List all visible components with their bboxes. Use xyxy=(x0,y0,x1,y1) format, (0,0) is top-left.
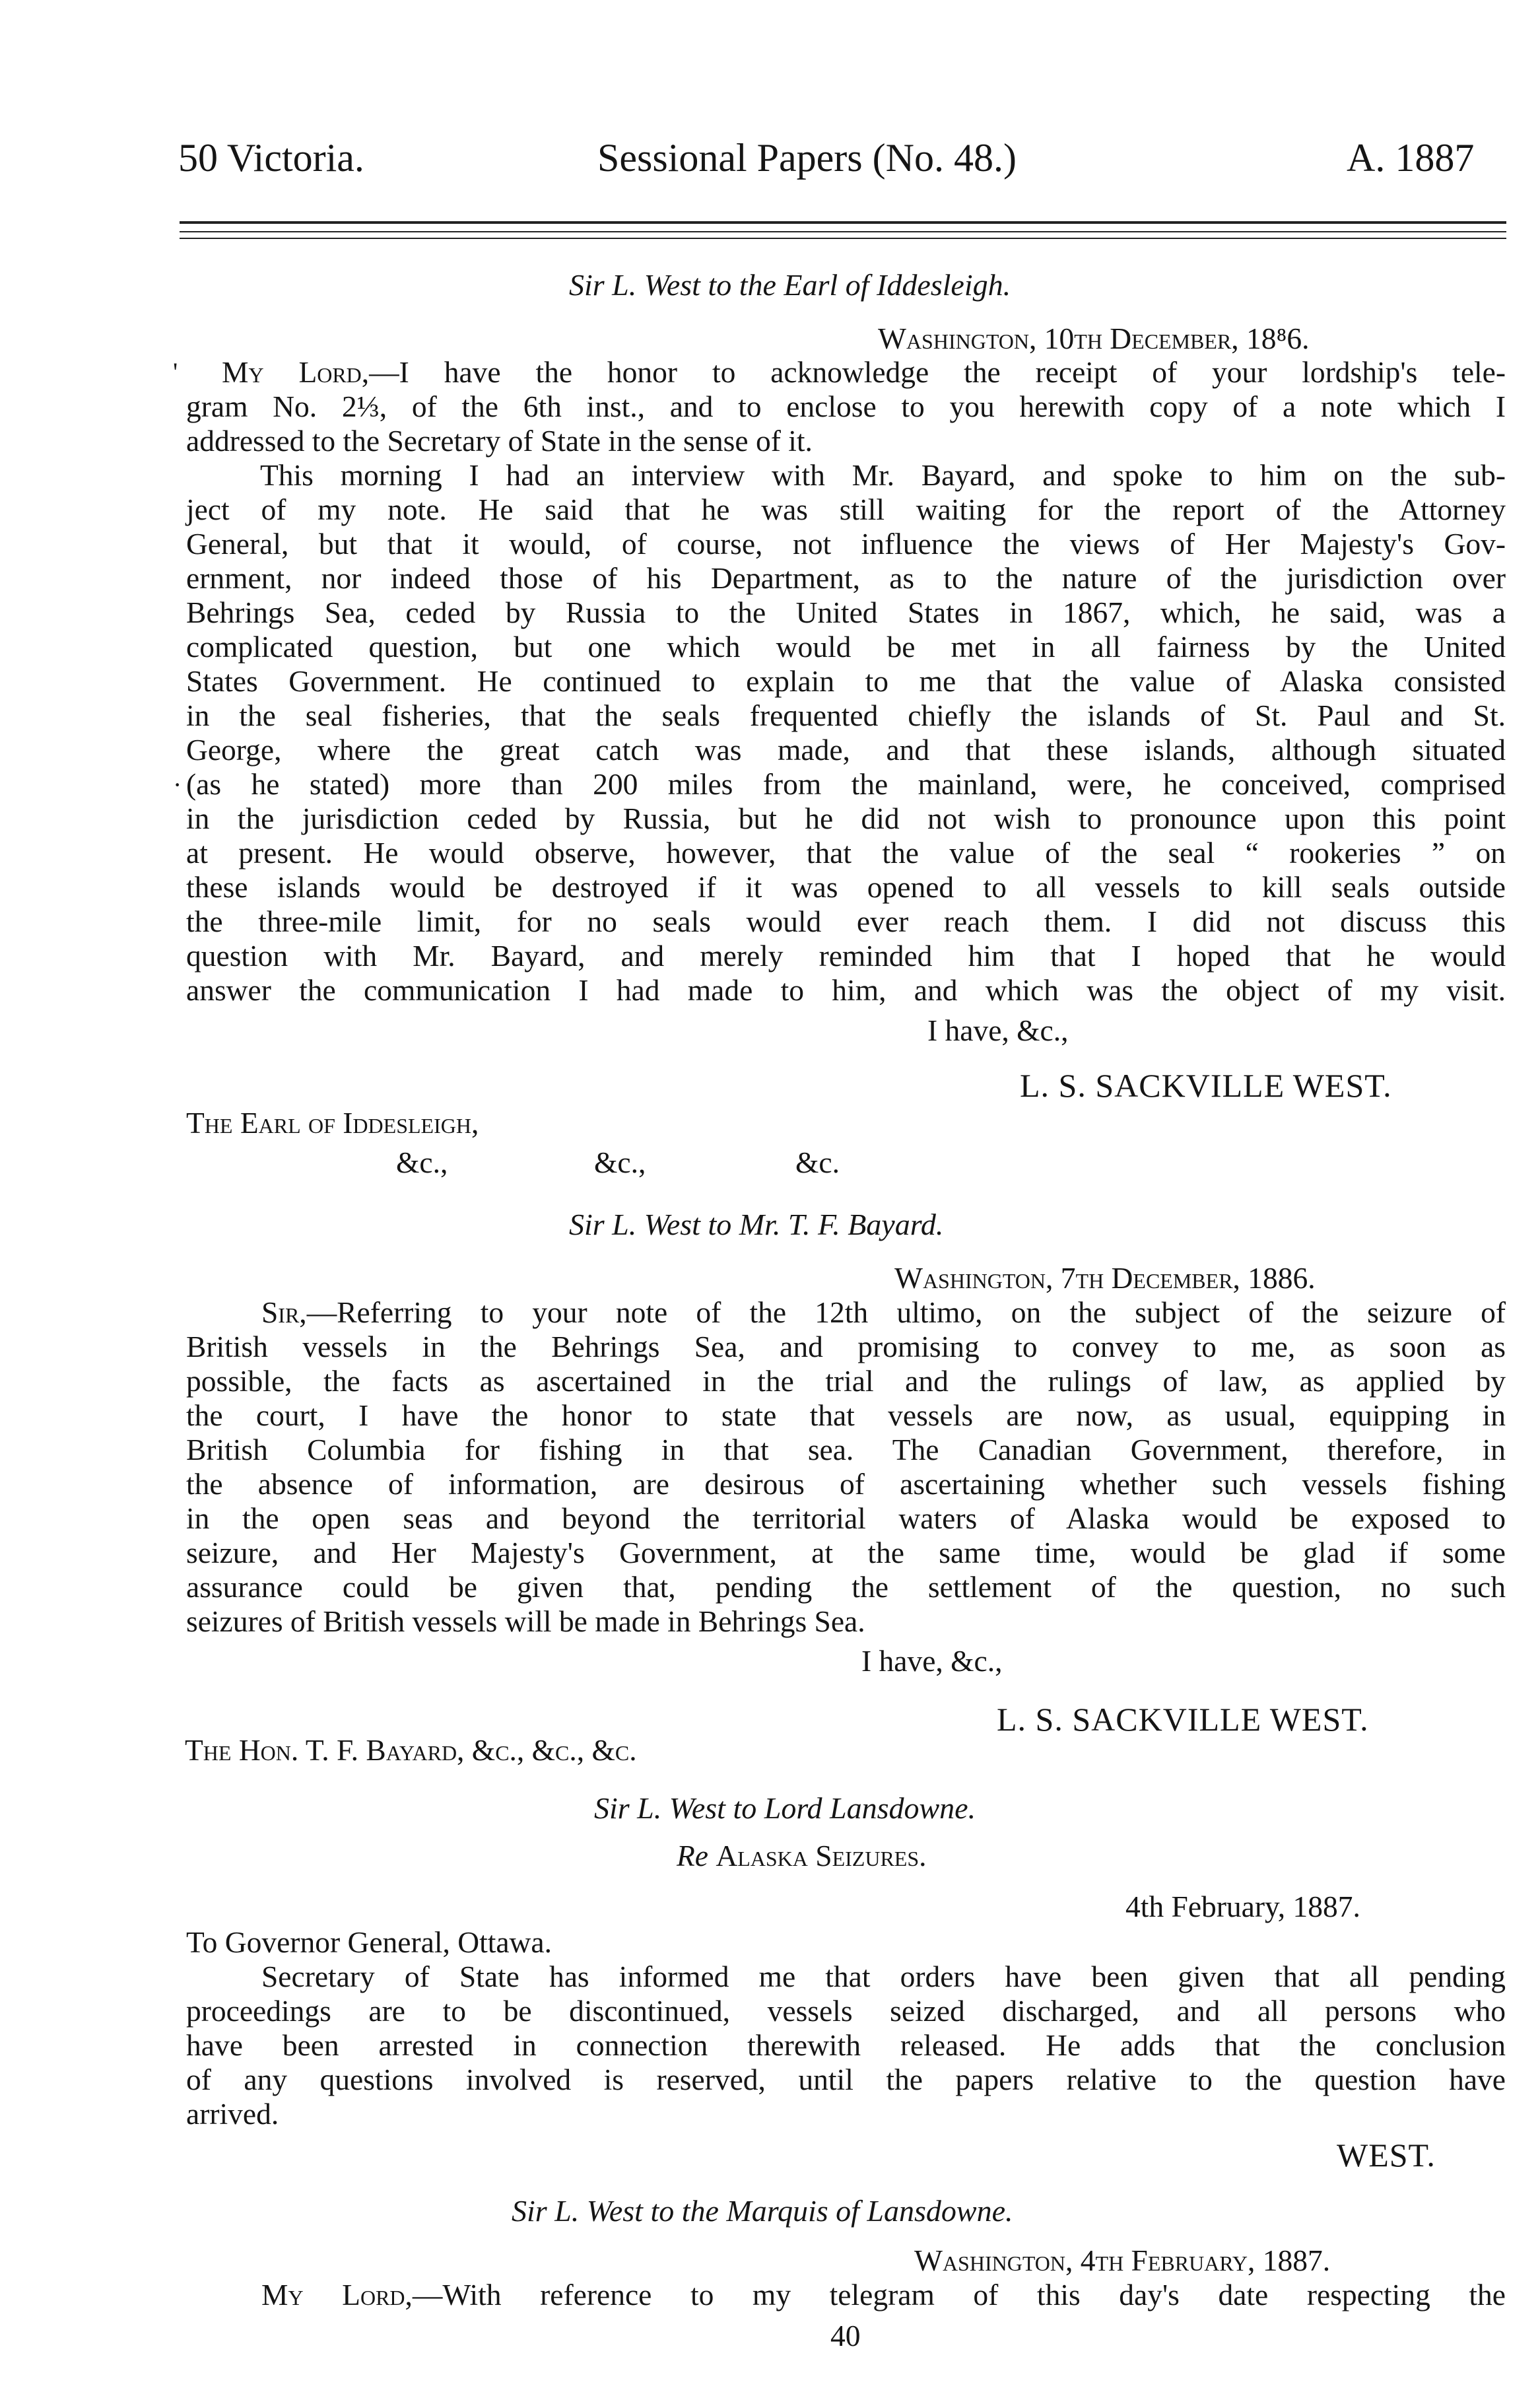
letter1-line: General, but that it would, of course, not influence the views of Her Majesty's Gov- xyxy=(186,527,1506,561)
letter1-line: question with Mr. Bayard, and merely reminded him that I hoped that he would xyxy=(186,939,1506,973)
header-rule-thin xyxy=(180,231,1506,232)
letter1-line: ject of my note. He said that he was still waiting for the report of the Attorney xyxy=(186,493,1506,526)
letter3-to-line: To Governor General, Ottawa. xyxy=(186,1925,552,1959)
letter1-line: ernment, nor indeed those of his Department, as to the nature of the jurisdiction over xyxy=(186,561,1506,595)
letter2-dateline: Washington, 7th December, 1886. xyxy=(894,1261,1316,1295)
letter3-subheading: Re Alaska Seizures. xyxy=(677,1839,927,1872)
letter1-addressee-etc: &c., xyxy=(396,1146,448,1179)
letter1-line: States Government. He continued to explain to me that the value of Alaska consisted xyxy=(186,664,1506,698)
letter1-addressee-etc: &c., xyxy=(594,1146,646,1179)
letter3-line: of any questions involved is reserved, until the papers relative to the question have xyxy=(186,2063,1506,2096)
letter1-line: at present. He would observe, however, that the value of the seal “ rookeries ” on xyxy=(186,836,1506,870)
letter1-line: in the seal fisheries, that the seals frequented chiefly the islands of St. Paul and St. xyxy=(186,699,1506,732)
letter3-date: 4th February, 1887. xyxy=(1125,1890,1360,1923)
letter1-line: Behrings Sea, ceded by Russia to the United States in 1867, which, he said, was a xyxy=(186,596,1506,629)
header-volume: 50 Victoria. xyxy=(178,136,364,180)
margin-mark: · xyxy=(173,770,182,800)
letter1-line: (as he stated) more than 200 miles from the mainland, were, he conceived, comprised xyxy=(186,767,1506,801)
letter3-signature: WEST. xyxy=(1337,2137,1436,2174)
letter3-line: proceedings are to be discontinued, vessels seized discharged, and all persons who xyxy=(186,1994,1506,2028)
header-rule-thin-2 xyxy=(180,238,1506,239)
letter1-line: George, where the great catch was made, and that these islands, although situated xyxy=(186,733,1506,767)
margin-mark: ' xyxy=(173,357,178,387)
letter3-heading: Sir L. West to Lord Lansdowne. xyxy=(594,1791,976,1825)
letter2-line: seizure, and Her Majesty's Government, at the same time, would be glad if some xyxy=(186,1536,1506,1569)
letter1-line: My Lord,—I have the honor to acknowledge the receipt of your lordship's tele- xyxy=(222,355,1506,389)
letter1-addressee-etc: &c. xyxy=(795,1146,840,1179)
letter1-addressee: The Earl of Iddesleigh, xyxy=(186,1106,479,1140)
letter2-line: British Columbia for fishing in that sea. The Canadian Government, therefore, in xyxy=(186,1433,1506,1466)
letter1-closing: I have, &c., xyxy=(927,1013,1069,1047)
page-number: 40 xyxy=(830,2319,861,2352)
letter1-line: in the jurisdiction ceded by Russia, but he did not wish to pronounce upon this point xyxy=(186,802,1506,835)
header-year: A. 1887 xyxy=(1347,136,1475,180)
letter3-line: arrived. xyxy=(186,2097,279,2131)
letter1-line: This morning I had an interview with Mr. Bayard, and spoke to him on the sub- xyxy=(260,458,1506,492)
letter4-dateline: Washington, 4th February, 1887. xyxy=(914,2244,1331,2277)
letter2-addressee: The Hon. T. F. Bayard, &c., &c., &c. xyxy=(185,1733,637,1767)
letter2-line: the court, I have the honor to state that vessels are now, as usual, equipping in xyxy=(186,1398,1506,1432)
header-title: Sessional Papers (No. 48.) xyxy=(597,136,1017,180)
letter2-line: possible, the facts as ascertained in the trial and the rulings of law, as applied by xyxy=(186,1364,1506,1398)
letter1-signature: L. S. SACKVILLE WEST. xyxy=(1020,1067,1392,1104)
letter4-salutation: My Lord, xyxy=(261,2278,413,2312)
letter1-line: answer the communication I had made to him, and which was the object of my visit. xyxy=(186,973,1506,1007)
letter1-dateline: Washington, 10th December, 18⁸6. xyxy=(878,322,1310,355)
letter2-salutation: Sir, xyxy=(261,1295,307,1329)
letter3-line: have been arrested in connection therewith released. He adds that the conclusion xyxy=(186,2028,1506,2062)
running-header xyxy=(178,135,1498,188)
letter2-line: the absence of information, are desirous of ascertaining whether such vessels fishing xyxy=(186,1467,1506,1501)
letter2-heading: Sir L. West to Mr. T. F. Bayard. xyxy=(569,1208,944,1241)
letter1-line: addressed to the Secretary of State in the sense of it. xyxy=(186,424,813,458)
letter1-heading: Sir L. West to the Earl of Iddesleigh. xyxy=(569,268,1011,302)
letter1-line: the three-mile limit, for no seals would ever reach them. I did not discuss this xyxy=(186,905,1506,938)
letter2-line: Sir,—Referring to your note of the 12th ultimo, on the subject of the seizure of xyxy=(261,1295,1506,1329)
letter1-salutation: My Lord, xyxy=(222,355,370,389)
letter4-heading: Sir L. West to the Marquis of Lansdowne. xyxy=(512,2194,1013,2228)
letter4-line: My Lord,—With reference to my telegram of this day's date respecting the xyxy=(261,2278,1506,2312)
letter2-line: in the open seas and beyond the territorial waters of Alaska would be exposed to xyxy=(186,1501,1506,1535)
header-rule-thick xyxy=(180,221,1506,224)
letter2-line: British vessels in the Behrings Sea, and promising to convey to me, as soon as xyxy=(186,1330,1506,1363)
letter1-line: complicated question, but one which would be met in all fairness by the United xyxy=(186,630,1506,664)
letter1-line: these islands would be destroyed if it was opened to all vessels to kill seals outside xyxy=(186,870,1506,904)
letter2-closing: I have, &c., xyxy=(861,1644,1003,1678)
letter2-line: assurance could be given that, pending the settlement of the question, no such xyxy=(186,1570,1506,1604)
letter1-line: gram No. 2⅓, of the 6th inst., and to enclose to you herewith copy of a note which I xyxy=(186,390,1506,423)
letter2-line: seizures of British vessels will be made in Behrings Sea. xyxy=(186,1604,865,1638)
letter2-signature: L. S. SACKVILLE WEST. xyxy=(997,1701,1369,1738)
letter3-line: Secretary of State has informed me that orders have been given that all pending xyxy=(261,1960,1506,1993)
